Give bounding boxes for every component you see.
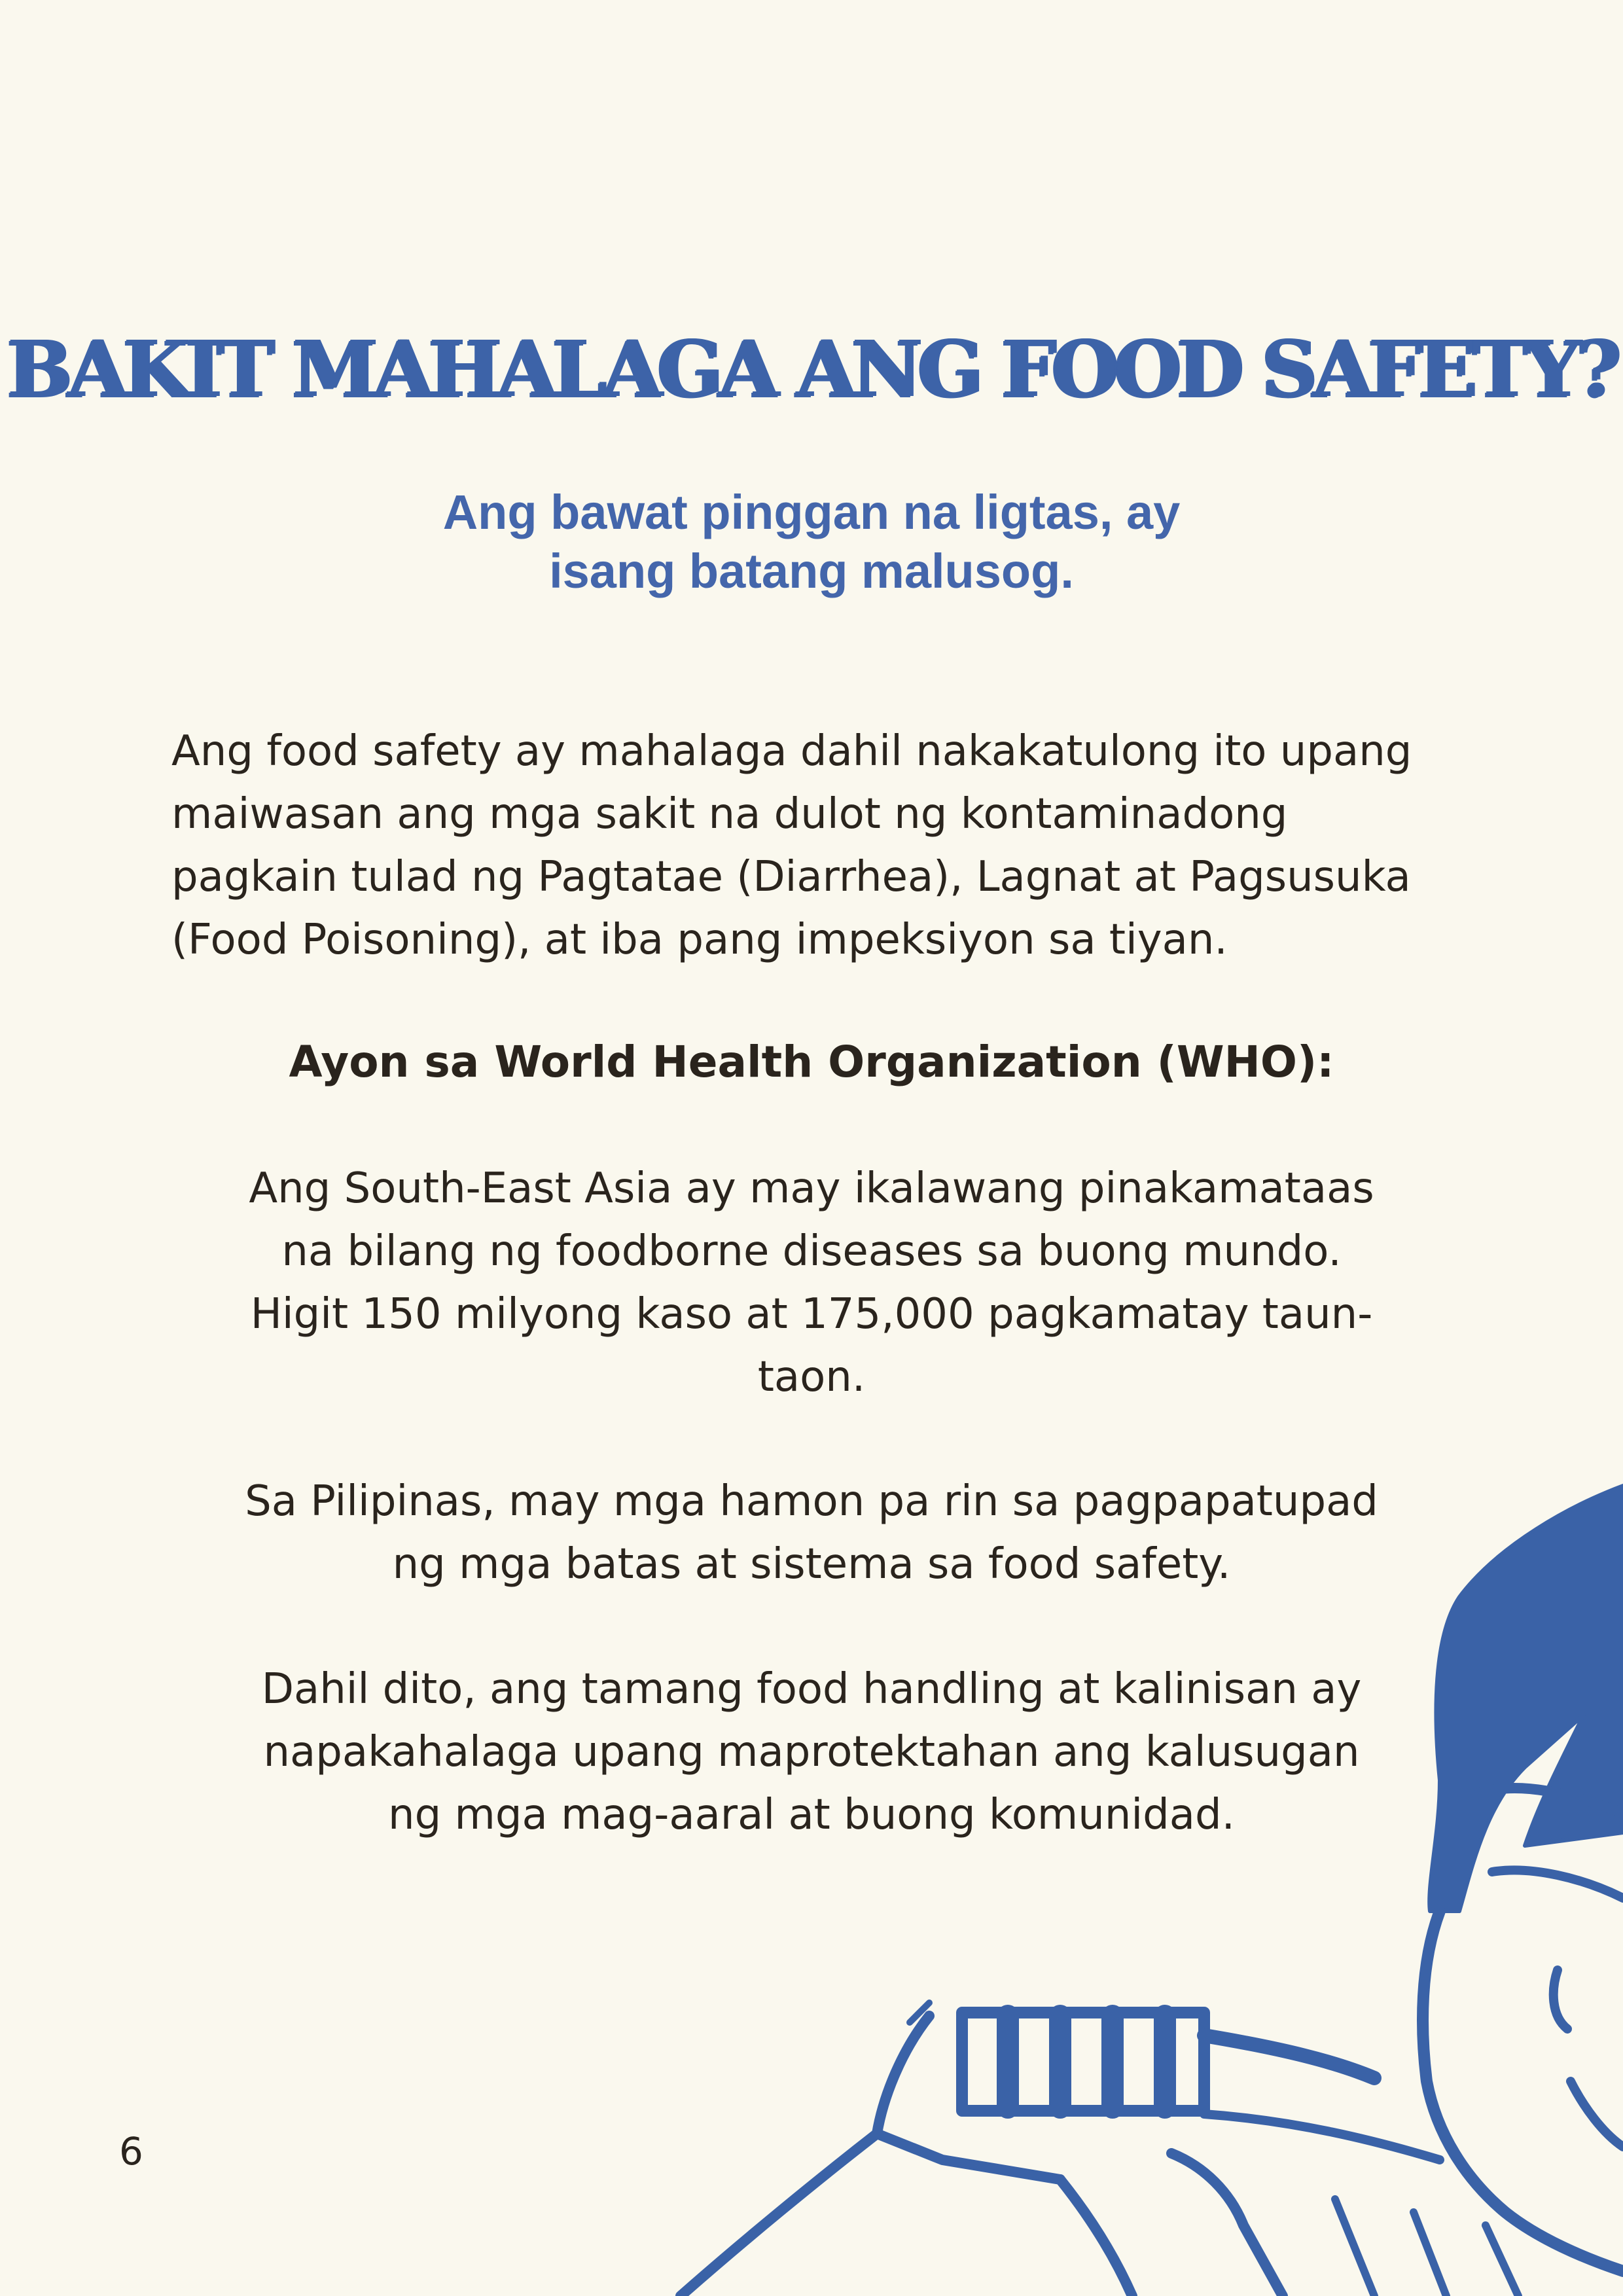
page-title: BAKIT MAHALAGA ANG FOOD SAFETY? <box>7 323 1616 414</box>
who-heading: Ayon sa World Health Organization (WHO): <box>289 1037 1334 1087</box>
conclusion-line: Dahil dito, ang tamang food handling at kalinisan ay <box>261 1665 1362 1713</box>
stat-line: Ang South-East Asia ay may ikalawang pinakamataas <box>249 1164 1374 1213</box>
stat-line: taon. <box>757 1353 866 1401</box>
intro-line: Ang food safety ay mahalaga dahil nakakatulong ito upang <box>171 727 1412 776</box>
who-statistics-paragraph <box>157 1157 1466 1408</box>
toothbrush-head <box>962 2013 1204 2111</box>
page-number: 6 <box>119 2129 143 2174</box>
intro-line: pagkain tulad ng Pagtatae (Diarrhea), Lagnat at Pagsusuka <box>171 853 1411 901</box>
sleeve-line <box>1171 2153 1283 2296</box>
toothbrush-handle <box>1204 2036 1374 2078</box>
shirt-hatch <box>1486 2225 1518 2296</box>
arm-line <box>681 2134 877 2296</box>
hand-outline <box>877 2016 1060 2179</box>
conclusion-line: ng mga mag-aaral at buong komunidad. <box>388 1791 1235 1839</box>
shirt-hatch <box>1414 2212 1446 2296</box>
shoulder-line <box>1204 2114 1440 2160</box>
shirt-hatch <box>1335 2199 1374 2296</box>
eye-lower <box>1492 1870 1623 1898</box>
arm-line-2 <box>1060 2179 1132 2296</box>
eye-line <box>1479 1788 1623 1813</box>
subtitle-line: Ang bawat pinggan na ligtas, ay <box>442 485 1181 539</box>
philippines-paragraph <box>157 1470 1466 1596</box>
bubble-mark <box>910 2003 929 2022</box>
philippines-line: Sa Pilipinas, may mga hamon pa rin sa pagpapatupad <box>245 1477 1378 1526</box>
mouth-mark <box>1554 1970 1567 2029</box>
stat-line: na bilang ng foodborne diseases sa buong mundo. <box>281 1227 1342 1276</box>
mouth-mark-2 <box>1571 2081 1623 2147</box>
stat-line: Higit 150 milyong kaso at 175,000 pagkamatay taun- <box>250 1290 1373 1338</box>
subtitle-line: isang batang malusog. <box>549 544 1074 598</box>
conclusion-paragraph <box>157 1658 1466 1846</box>
philippines-line: ng mga batas at sistema sa food safety. <box>392 1540 1231 1588</box>
face-outline <box>1423 1911 1623 2271</box>
conclusion-line: napakahalaga upang maprotektahan ang kalusugan <box>263 1728 1360 1776</box>
intro-line: maiwasan ang mga sakit na dulot ng kontaminadong <box>171 790 1288 838</box>
intro-line: (Food Poisoning), at iba pang impeksiyon sa tiyan. <box>171 916 1228 964</box>
page-subtitle <box>157 483 1466 601</box>
intro-paragraph <box>171 720 1480 971</box>
